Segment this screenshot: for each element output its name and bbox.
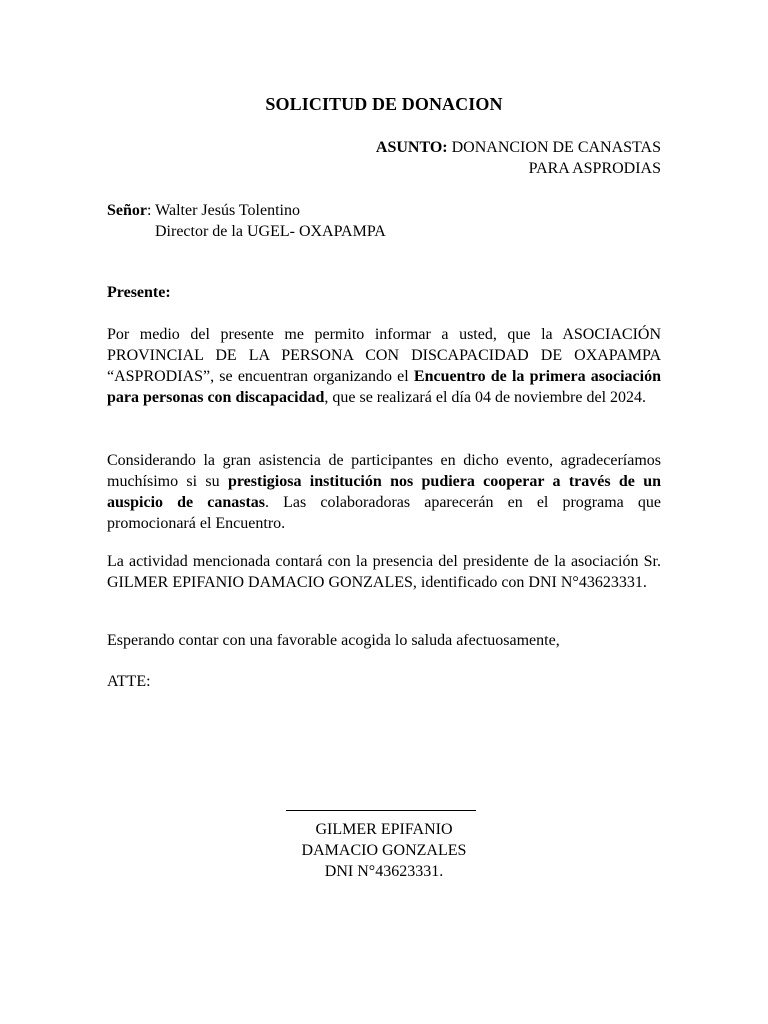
paragraph-1-text-a: Por medio del presente me permito informar a usted, que la ASOCIACIÓN PROVINCIAL DE LA PERSONA CON DISCAPACIDAD DE OXAPAMPA “ASPRODIAS”, se encuentran organizando el <box>107 326 661 385</box>
closing-line: Esperando contar con una favorable acogida lo saluda afectuosamente, <box>107 632 560 649</box>
subject-line-1 <box>241 137 661 158</box>
signature-name-2: DAMACIO GONZALES <box>301 842 467 859</box>
subject-label: ASUNTO: <box>375 139 448 156</box>
paragraph-2-text-a: Considerando la gran asistencia de participantes en dicho evento, agradeceríamos muchísimo si su <box>107 452 661 490</box>
subject-block <box>241 137 661 179</box>
addressee-name: Walter Jesús Tolentino <box>155 202 300 219</box>
paragraph-2-bold: prestigiosa institución nos pudiera cooperar a través de un auspicio de canastas <box>107 473 661 511</box>
body-paragraph-2 <box>107 450 661 534</box>
signature-block <box>234 819 534 882</box>
document-title: SOLICITUD DE DONACION <box>265 94 503 114</box>
body-paragraph-3: La actividad mencionada contará con la presencia del presidente de la asociación Sr. GILMER EPIFANIO DAMACIO GONZALES, identificado con DNI N°43623331. <box>107 553 661 591</box>
addressee-label: Señor <box>107 202 147 219</box>
addressee-block <box>107 200 386 242</box>
addressee-position: Director de la UGEL- OXAPAMPA <box>155 223 386 240</box>
paragraph-2-text-b: . Las colaboradoras aparecerán en el programa que promocionará el Encuentro. <box>107 494 662 532</box>
atte-label: ATTE: <box>107 673 151 690</box>
subject-text-2: PARA ASPRODIAS <box>528 160 661 177</box>
signature-line <box>286 810 476 811</box>
signature-dni: DNI N°43623331. <box>324 863 444 880</box>
paragraph-1-bold: Encuentro de la primera asociación para personas con discapacidad <box>107 368 661 406</box>
body-paragraph-1 <box>107 324 661 408</box>
signature-name-1: GILMER EPIFANIO <box>315 821 453 838</box>
subject-text-1: DONANCION DE CANASTAS <box>451 139 661 156</box>
paragraph-1-text-b: , que se realizará el día 04 de noviembre del 2024. <box>324 389 647 406</box>
greeting: Presente: <box>107 284 171 301</box>
addressee-line-1: Señor: Walter Jesús Tolentino <box>107 202 300 219</box>
